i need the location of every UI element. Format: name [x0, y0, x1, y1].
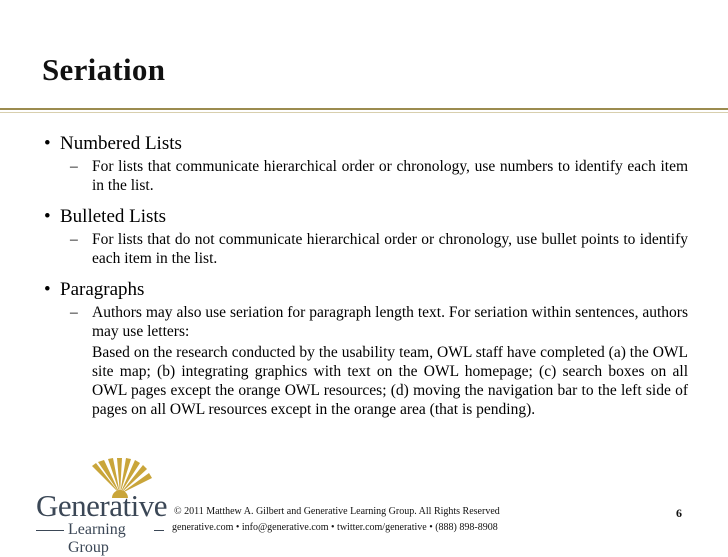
- bullet-icon: •: [44, 133, 51, 154]
- sub-bullet-text: For lists that communicate hierarchical order or chronology, use numbers to identify each item in the list.: [92, 158, 688, 194]
- slide-body: [44, 124, 688, 419]
- dash-icon: –: [70, 231, 78, 248]
- sub-bullet: [44, 303, 688, 341]
- example-paragraph: Based on the research conducted by the usability team, OWL staff have completed (a) the OWL site map; (b) integrating graphics with text on the OWL homepage; (c) search boxes on all OWL pages except the orange OWL resources; (d) moving the navigation bar to the left side of pages on all OWL resources except in the orange area (that is pending).: [92, 344, 688, 418]
- logo-rule: [154, 530, 164, 531]
- sub-bullet: [44, 157, 688, 195]
- sub-bullet-text: Authors may also use seriation for paragraph length text. For seriation within sentences, authors may use letters:: [92, 304, 688, 340]
- title-divider-light: [0, 112, 728, 113]
- bullet-label: Paragraphs: [60, 279, 145, 300]
- footer-contact: generative.com • info@generative.com • twitter.com/generative • (888) 898-8908: [172, 522, 498, 533]
- bullet-label: Bulleted Lists: [60, 206, 167, 227]
- dash-icon: –: [70, 158, 78, 175]
- bullet-bulleted-lists: [44, 205, 688, 228]
- footer-copyright: © 2011 Matthew A. Gilbert and Generative Learning Group. All Rights Reserved: [174, 506, 500, 517]
- logo-rule: [36, 530, 64, 531]
- bullet-icon: •: [44, 279, 51, 300]
- bullet-paragraphs: [44, 278, 688, 301]
- title-divider: [0, 108, 728, 110]
- logo-subtitle: Learning Group: [68, 521, 126, 556]
- sub-bullet-text: For lists that do not communicate hierarchical order or chronology, use bullet points to identify each item in the list.: [92, 231, 688, 267]
- footer-text: [172, 504, 532, 536]
- bullet-numbered-lists: [44, 132, 688, 155]
- logo-wordmark: Generative: [36, 488, 167, 523]
- sub-bullet: [44, 230, 688, 268]
- bullet-label: Numbered Lists: [60, 133, 182, 154]
- bullet-icon: •: [44, 206, 51, 227]
- dash-icon: –: [70, 304, 78, 321]
- page-number: 6: [676, 506, 682, 520]
- generative-logo: [36, 458, 167, 556]
- slide-title: Seriation: [42, 52, 166, 87]
